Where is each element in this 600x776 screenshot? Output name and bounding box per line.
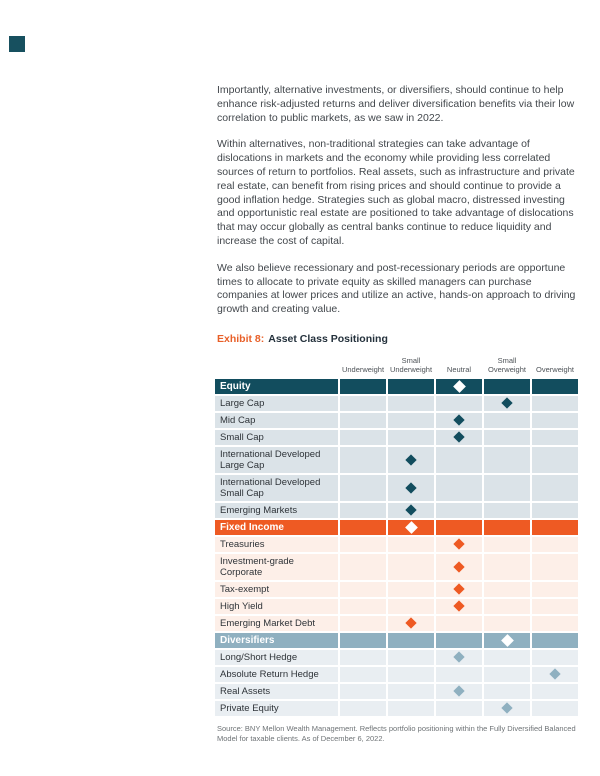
position-cell (484, 667, 530, 682)
column-header: Overweight (536, 364, 574, 374)
table-row (215, 503, 578, 518)
positioning-table (215, 355, 578, 716)
position-cell (484, 633, 530, 648)
position-cell (388, 684, 434, 699)
position-cell (436, 701, 482, 716)
content-column (217, 84, 579, 744)
exhibit-title: Asset Class Positioning (268, 332, 388, 345)
position-cell (484, 650, 530, 665)
table-row (215, 396, 578, 411)
diamond-marker-icon (453, 380, 466, 393)
diamond-marker-icon (501, 634, 514, 647)
row-label: Treasuries (215, 537, 338, 552)
row-label: Private Equity (215, 701, 338, 716)
table-row (215, 616, 578, 631)
position-cell (388, 616, 434, 631)
position-cell (532, 633, 578, 648)
position-cell (340, 503, 386, 518)
diamond-marker-icon (501, 703, 512, 714)
position-cell (388, 537, 434, 552)
position-cell (532, 447, 578, 473)
position-cell (340, 413, 386, 428)
table-row (215, 599, 578, 614)
row-label: Absolute Return Hedge (215, 667, 338, 682)
table-row (215, 667, 578, 682)
position-cell (388, 633, 434, 648)
column-header: Small Overweight (488, 355, 526, 374)
position-cell (388, 396, 434, 411)
section-header-row (215, 520, 578, 535)
position-cell (388, 503, 434, 518)
paragraph: Within alternatives, non-traditional strategies can take advantage of dislocations in markets and the economy while providing less correlated sources of return to portfolios. Real assets, such as infrastructure and private real estate, can benefit from rising prices and should continue to provide a good inflation hedge. Strategies such as global macro, distressed investing and opportunistic real estate are positioned to take advantage of dislocations that may occur globally as central banks continue to reduce liquidity and increase the cost of capital. (217, 138, 575, 247)
position-cell (340, 684, 386, 699)
row-label: Real Assets (215, 684, 338, 699)
position-cell (340, 650, 386, 665)
position-cell (388, 520, 434, 535)
position-cell (532, 379, 578, 394)
position-cell (436, 475, 482, 501)
position-cell (484, 475, 530, 501)
position-cell (532, 520, 578, 535)
position-cell (532, 650, 578, 665)
position-cell (436, 684, 482, 699)
position-cell (388, 650, 434, 665)
position-cell (340, 396, 386, 411)
position-cell (388, 701, 434, 716)
table-row (215, 554, 578, 580)
position-cell (340, 616, 386, 631)
exhibit-label: Exhibit 8: (217, 332, 265, 345)
column-header: Neutral (446, 364, 472, 374)
section-header-row (215, 633, 578, 648)
position-cell (436, 503, 482, 518)
position-cell (340, 667, 386, 682)
position-cell (388, 667, 434, 682)
paragraph: We also believe recessionary and post-recessionary periods are opportune times to allocate to private equity as skilled managers can purchase companies at lower prices and utilize an active, hands-on approach to driving growth and creating value. (217, 261, 576, 316)
position-cell (436, 582, 482, 597)
position-cell (484, 379, 530, 394)
position-cell (484, 447, 530, 473)
row-label: Diversifiers (215, 633, 338, 648)
row-label: Mid Cap (215, 413, 338, 428)
position-cell (436, 379, 482, 394)
position-cell (340, 379, 386, 394)
position-cell (340, 447, 386, 473)
position-cell (340, 520, 386, 535)
position-cell (484, 554, 530, 580)
table-row (215, 701, 578, 716)
position-cell (436, 650, 482, 665)
position-cell (532, 396, 578, 411)
table-row (215, 537, 578, 552)
table-row (215, 413, 578, 428)
position-cell (484, 701, 530, 716)
table-row (215, 684, 578, 699)
position-cell (532, 582, 578, 597)
page-corner-mark (9, 36, 25, 52)
row-label: Long/Short Hedge (215, 650, 338, 665)
table-row (215, 650, 578, 665)
row-label: International Developed Small Cap (215, 475, 338, 501)
position-cell (436, 616, 482, 631)
diamond-marker-icon (549, 669, 560, 680)
position-cell (532, 616, 578, 631)
position-cell (436, 447, 482, 473)
position-cell (484, 430, 530, 445)
position-cell (388, 379, 434, 394)
position-cell (532, 475, 578, 501)
position-cell (532, 599, 578, 614)
column-header: Underweight (341, 364, 385, 374)
position-cell (436, 430, 482, 445)
row-label: Fixed Income (215, 520, 338, 535)
position-cell (436, 599, 482, 614)
position-cell (388, 413, 434, 428)
row-label: Tax-exempt (215, 582, 338, 597)
position-cell (340, 633, 386, 648)
column-header: Small Underweight (389, 355, 433, 374)
position-cell (340, 599, 386, 614)
table-row (215, 447, 578, 473)
position-cell (484, 537, 530, 552)
position-cell (532, 701, 578, 716)
position-cell (388, 582, 434, 597)
row-label: High Yield (215, 599, 338, 614)
position-cell (388, 447, 434, 473)
position-cell (532, 413, 578, 428)
position-cell (484, 396, 530, 411)
diamond-marker-icon (453, 415, 464, 426)
diamond-marker-icon (453, 584, 464, 595)
diamond-marker-icon (405, 482, 416, 493)
position-cell (532, 667, 578, 682)
diamond-marker-icon (405, 521, 418, 534)
source-note: Source: BNY Mellon Wealth Management. Reflects portfolio positioning within the Fully Diversified Balanced Model for taxable clients. As of December 6, 2022. (217, 723, 576, 743)
position-cell (388, 430, 434, 445)
position-cell (532, 684, 578, 699)
position-cell (388, 599, 434, 614)
position-cell (436, 537, 482, 552)
diamond-marker-icon (453, 601, 464, 612)
diamond-marker-icon (405, 454, 416, 465)
table-row (215, 430, 578, 445)
positioning-table-rows (215, 379, 578, 716)
row-label: Investment-grade Corporate (215, 554, 338, 580)
position-cell (532, 554, 578, 580)
row-label: Emerging Markets (215, 503, 338, 518)
column-header-row (215, 355, 578, 377)
position-cell (436, 633, 482, 648)
position-cell (340, 554, 386, 580)
position-cell (484, 616, 530, 631)
row-label: International Developed Large Cap (215, 447, 338, 473)
position-cell (532, 537, 578, 552)
diamond-marker-icon (453, 561, 464, 572)
diamond-marker-icon (453, 652, 464, 663)
position-cell (388, 554, 434, 580)
table-row (215, 475, 578, 501)
position-cell (436, 413, 482, 428)
diamond-marker-icon (453, 686, 464, 697)
position-cell (532, 503, 578, 518)
row-label: Emerging Market Debt (215, 616, 338, 631)
position-cell (532, 430, 578, 445)
diamond-marker-icon (405, 505, 416, 516)
position-cell (340, 475, 386, 501)
position-cell (340, 430, 386, 445)
row-label: Equity (215, 379, 338, 394)
position-cell (484, 413, 530, 428)
paragraph: Importantly, alternative investments, or diversifiers, should continue to help enhance risk-adjusted returns and deliver diversification benefits via their low correlation to public markets, as we saw in 2022. (217, 84, 575, 124)
row-label: Small Cap (215, 430, 338, 445)
position-cell (340, 537, 386, 552)
position-cell (484, 503, 530, 518)
table-row (215, 582, 578, 597)
position-cell (436, 520, 482, 535)
diamond-marker-icon (405, 618, 416, 629)
exhibit-heading (217, 333, 579, 345)
position-cell (388, 475, 434, 501)
position-cell (484, 520, 530, 535)
position-cell (484, 582, 530, 597)
diamond-marker-icon (453, 539, 464, 550)
position-cell (484, 599, 530, 614)
section-header-row (215, 379, 578, 394)
diamond-marker-icon (501, 398, 512, 409)
position-cell (340, 701, 386, 716)
row-label: Large Cap (215, 396, 338, 411)
position-cell (484, 684, 530, 699)
diamond-marker-icon (453, 432, 464, 443)
position-cell (436, 396, 482, 411)
position-cell (340, 582, 386, 597)
position-cell (436, 667, 482, 682)
position-cell (436, 554, 482, 580)
